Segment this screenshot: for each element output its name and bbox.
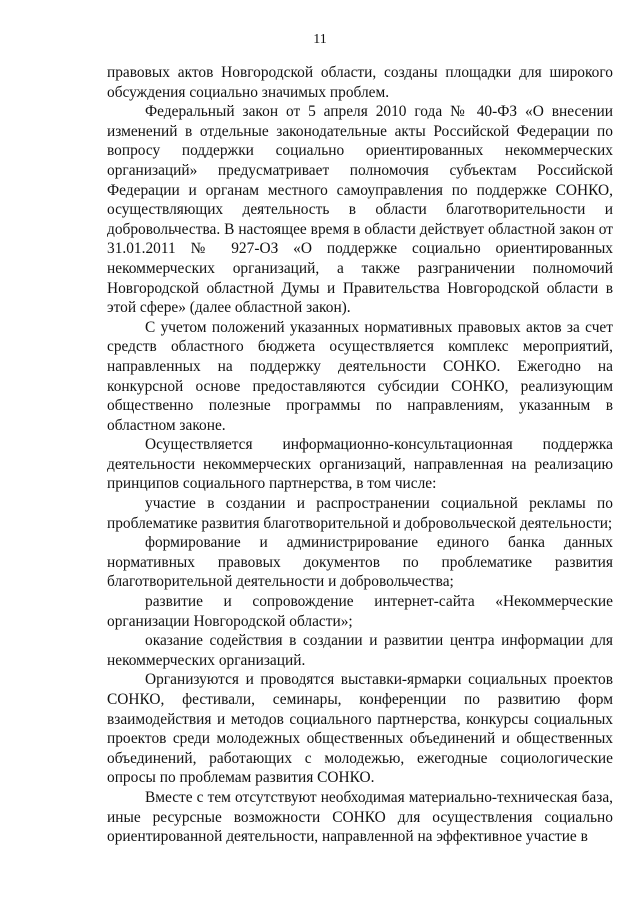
list-item-website: развитие и сопровождение интернет-сайта «Некоммерческие организации Новгородской области»; xyxy=(107,593,613,630)
paragraph-federal-law: Федеральный закон от 5 апреля 2010 года № 40-ФЗ «О внесении изменений в отдельные законодательные акты Российской Федерации по вопросу поддержки социально ориентированных некоммерческих организаций» предусматривает полномочия субъектам Российской Федерации и органам местного самоуправления по поддержке СОНКО, осуществляющих деятельность в области благотворительности и добровольчества. В настоящее время в области действует областной закон от 31.01.2011 № 927-ОЗ «О поддержке социально ориентированных некоммерческих организаций, а также разграничении полномочий Новгородской областной Думы и Правительства Новгородской области в этой сфере» (далее областной закон). xyxy=(107,103,613,317)
paragraph-info-support: Осуществляется информационно-консультационная поддержка деятельности некоммерческих организаций, направленная на реализацию принципов социального партнерства, в том числе: xyxy=(107,436,613,493)
paragraph-resources: Вместе с тем отсутствуют необходимая материально-техническая база, иные ресурсные возможности СОНКО для осуществления социально ориентированной деятельности, направленной на эффективное участие в xyxy=(107,788,613,846)
paragraph-exhibitions: Организуются и проводятся выставки-ярмарки социальных проектов СОНКО, фестивали, семинары, конференции по развитию форм взаимодействия и методов социального партнерства, конкурсы социальных проектов среди молодежных общественных объединений и общественных объединений, работающих с молодежью, ежегодные социологические опросы по проблемам развития СОНКО. xyxy=(107,671,613,787)
paragraph-continuation: правовых актов Новгородской области, созданы площадки для широкого обсуждения социально значимых проблем. xyxy=(107,64,613,101)
list-item-social-advertising: участие в создании и распространении социальной рекламы по проблематике развития благотворительной и добровольческой деятельности; xyxy=(107,495,613,532)
list-item-data-bank: формирование и администрирование единого банка данных нормативных правовых документов по проблематике развития благотворительной деятельности и добровольчества; xyxy=(107,534,613,591)
page-number: 11 xyxy=(313,32,327,47)
body-text xyxy=(107,63,613,847)
paragraph-budget-support: С учетом положений указанных нормативных правовых актов за счет средств областного бюджета осуществляется комплекс мероприятий, направленных на поддержку деятельности СОНКО. Ежегодно на конкурсной основе предоставляются субсидии СОНКО, реализующим общественно полезные программы по направлениям, указанным в областном законе. xyxy=(107,318,613,434)
list-item-info-center: оказание содействия в создании и развитии центра информации для некоммерческих организаций. xyxy=(107,632,613,669)
